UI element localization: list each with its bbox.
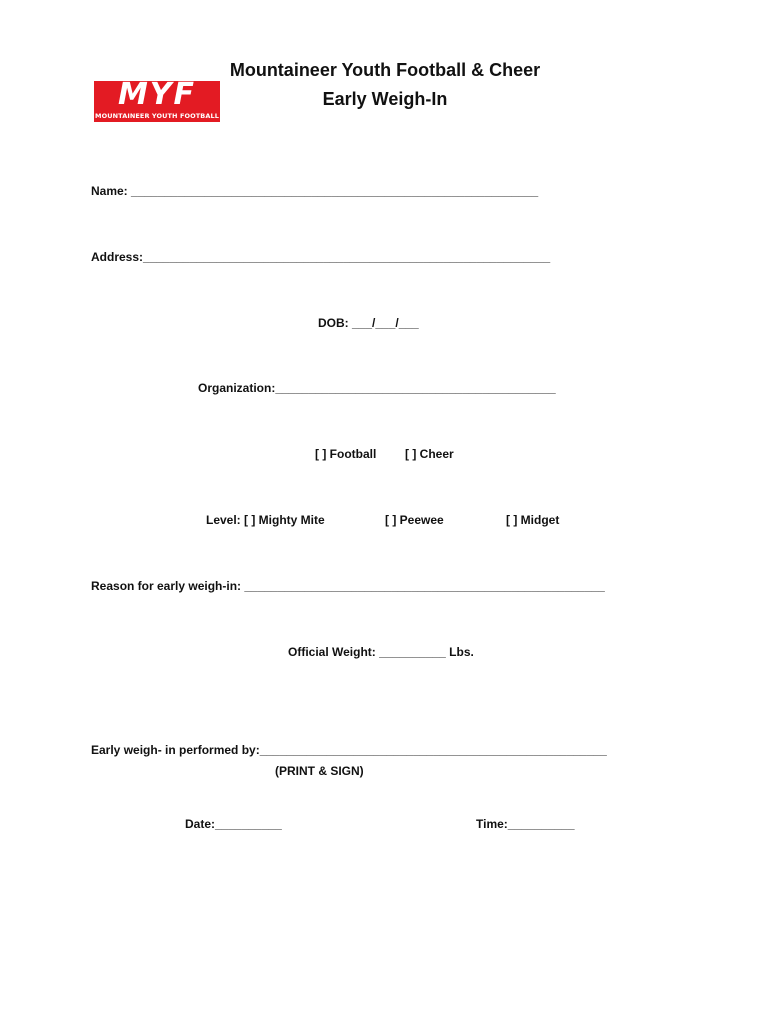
- organization-field[interactable]: Organization:__________________________________________: [198, 381, 556, 395]
- official-weight-field[interactable]: Official Weight: __________ Lbs.: [288, 645, 474, 659]
- logo-subtitle: MOUNTAINEER YOUTH FOOTBALL: [95, 112, 219, 120]
- name-field[interactable]: Name: _____________________________________________________________: [91, 184, 539, 198]
- page-title: Mountaineer Youth Football & Cheer: [229, 60, 541, 80]
- performed-by-field[interactable]: Early weigh- in performed by:____________________________________________________: [91, 743, 607, 757]
- level-peewee-checkbox[interactable]: [ ] Peewee: [385, 513, 444, 527]
- reason-field[interactable]: Reason for early weigh-in: ______________________________________________________: [91, 579, 605, 593]
- page-subtitle: Early Weigh-In: [322, 89, 448, 109]
- level-midget-checkbox[interactable]: [ ] Midget: [506, 513, 560, 527]
- level-mighty-mite-checkbox[interactable]: Level: [ ] Mighty Mite: [206, 513, 325, 527]
- cheer-checkbox[interactable]: [ ] Cheer: [405, 447, 454, 461]
- print-sign-label: (PRINT & SIGN): [275, 764, 364, 778]
- dob-field[interactable]: DOB: ___/___/___: [318, 316, 419, 330]
- football-checkbox[interactable]: [ ] Football: [315, 447, 377, 461]
- time-field[interactable]: Time:__________: [476, 817, 575, 831]
- logo-letters: MYF: [117, 77, 197, 112]
- date-field[interactable]: Date:__________: [185, 817, 282, 831]
- address-field[interactable]: Address:_____________________________________________________________: [91, 250, 551, 264]
